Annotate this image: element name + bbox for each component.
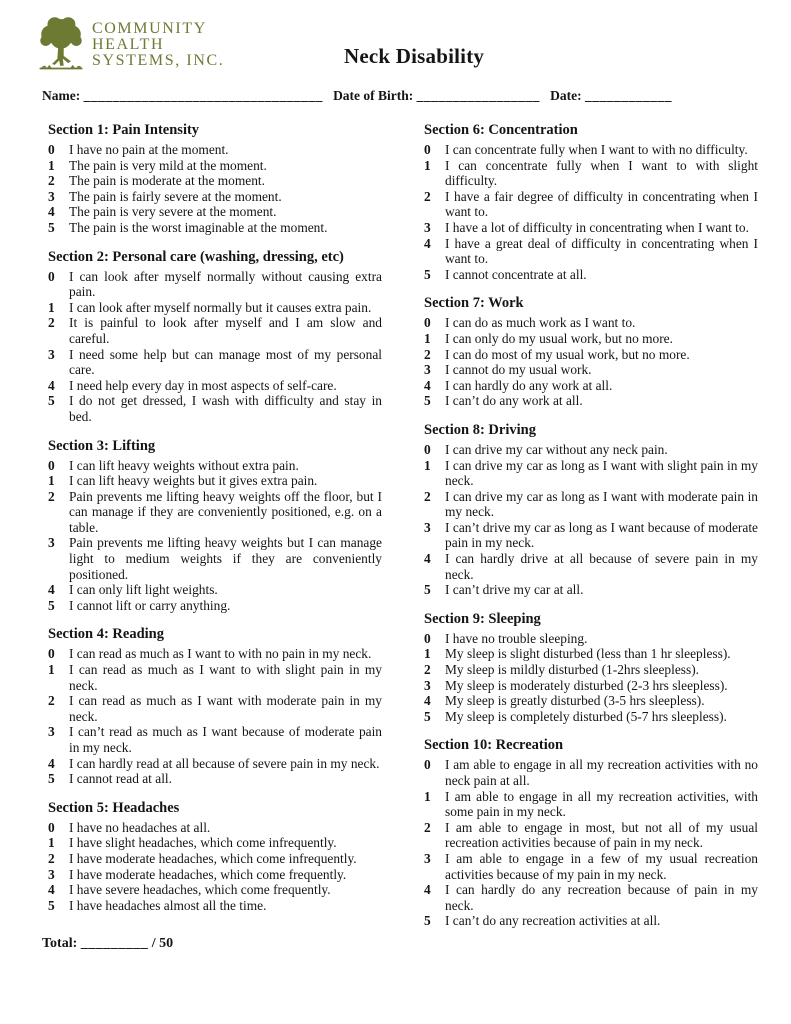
- option-score: 1: [424, 788, 431, 804]
- option-text: I can’t drive my car at all.: [445, 582, 584, 598]
- option-text: I cannot lift or carry anything.: [69, 597, 231, 613]
- option-row: [48, 820, 382, 836]
- option-score: 1: [48, 473, 55, 489]
- option-score: 2: [424, 346, 431, 362]
- option-text: I can hardly do any recreation because of pain in my neck.: [445, 882, 758, 913]
- option-text: I am able to engage in most, but not all of my usual recreation activities because of pain in my neck.: [445, 819, 758, 851]
- option-score: 3: [424, 850, 431, 866]
- form-section: [48, 438, 382, 614]
- option-row: [424, 458, 758, 489]
- option-text: I can only lift light weights.: [69, 582, 218, 598]
- option-row: [48, 473, 382, 489]
- option-row: [48, 724, 382, 755]
- option-text: The pain is the worst imaginable at the moment.: [69, 219, 328, 235]
- option-row: [48, 458, 382, 474]
- option-row: [424, 267, 758, 283]
- total-suffix: / 50: [151, 936, 174, 951]
- option-text: I can do as much work as I want to.: [445, 315, 636, 331]
- option-row: [424, 236, 758, 267]
- section-heading: Section 5: Headaches: [48, 799, 180, 816]
- option-text: I have headaches almost all the time.: [69, 897, 267, 913]
- name-label: Name:: [42, 88, 81, 103]
- option-row: [424, 362, 758, 378]
- option-text: I can hardly read at all because of severe pain in my neck.: [69, 755, 380, 771]
- option-score: 5: [424, 708, 431, 724]
- form-section: [424, 737, 758, 929]
- form-section: [424, 611, 758, 725]
- option-text: My sleep is mildly disturbed (1-2hrs sleepless).: [445, 662, 700, 678]
- option-text: I have a fair degree of difficulty in concentrating when I want to.: [445, 188, 758, 220]
- option-score: 5: [48, 393, 55, 409]
- option-text: My sleep is slight disturbed (less than 1 hr sleepless).: [445, 646, 731, 662]
- option-row: [48, 204, 382, 220]
- option-text: Pain prevents me lifting heavy weights off the floor, but I can manage if they are conveniently positioned, e.g. on a table.: [69, 488, 382, 535]
- option-row: [424, 142, 758, 158]
- form-section: [424, 422, 758, 598]
- option-row: [48, 598, 382, 614]
- option-score: 3: [424, 219, 431, 235]
- dob-blank-line: _________________: [416, 88, 540, 103]
- option-text: It is painful to look after myself and I am slow and careful.: [69, 315, 382, 346]
- option-row: [48, 347, 382, 378]
- option-text: I can drive my car as long as I want with moderate pain in my neck.: [445, 488, 758, 520]
- option-score: 1: [424, 457, 431, 473]
- section-heading: Section 1: Pain Intensity: [48, 122, 200, 138]
- option-score: 3: [48, 724, 55, 740]
- option-text: I can’t drive my car as long as I want because of moderate pain in my neck.: [445, 519, 758, 551]
- form-section: [48, 249, 382, 425]
- option-row: [48, 300, 382, 316]
- option-text: I can drive my car as long as I want with slight pain in my neck.: [445, 457, 758, 489]
- company-name-line2: HEALTH: [92, 36, 165, 53]
- name-field: [42, 88, 323, 104]
- option-row: [424, 393, 758, 409]
- option-score: 3: [424, 677, 431, 693]
- option-score: 5: [424, 582, 431, 598]
- dob-field: [333, 88, 540, 104]
- option-score: 4: [424, 882, 431, 898]
- section-heading: Section 8: Driving: [424, 421, 536, 438]
- option-row: [48, 173, 382, 189]
- date-field: [550, 88, 672, 104]
- option-row: [48, 835, 382, 851]
- option-row: [48, 269, 382, 300]
- option-row: [424, 347, 758, 363]
- form-section: [424, 295, 758, 409]
- option-text: I can’t read as much as I want because of moderate pain in my neck.: [69, 724, 382, 755]
- option-score: 0: [48, 268, 55, 284]
- option-score: 1: [48, 662, 55, 678]
- option-score: 5: [48, 219, 55, 235]
- option-row: [48, 882, 382, 898]
- right-column: [424, 122, 758, 942]
- option-score: 0: [48, 819, 55, 835]
- option-score: 0: [424, 441, 431, 457]
- option-text: Pain prevents me lifting heavy weights but I can manage light to medium weights if they are conveniently positioned.: [69, 535, 382, 582]
- option-score: 4: [424, 377, 431, 393]
- option-text: I can only do my usual work, but no more.: [445, 330, 673, 346]
- date-label: Date:: [550, 88, 582, 103]
- option-row: [48, 535, 382, 582]
- company-name-line1: COMMUNITY: [92, 20, 207, 37]
- option-row: [424, 158, 758, 189]
- option-text: I can’t do any recreation activities at all.: [445, 913, 661, 929]
- option-text: I can look after myself normally but it causes extra pain.: [69, 299, 372, 315]
- option-text: I can drive my car without any neck pain.: [445, 441, 668, 457]
- option-score: 1: [48, 299, 55, 315]
- tree-icon: [34, 13, 88, 79]
- form-section: [48, 626, 382, 786]
- option-row: [424, 709, 758, 725]
- option-text: I can hardly drive at all because of severe pain in my neck.: [445, 551, 758, 582]
- option-score: 3: [48, 188, 55, 204]
- option-row: [48, 851, 382, 867]
- option-text: The pain is moderate at the moment.: [69, 173, 265, 189]
- option-text: I have no headaches at all.: [69, 819, 211, 835]
- option-row: [424, 220, 758, 236]
- option-row: [48, 378, 382, 394]
- name-blank-line: _________________________________: [83, 88, 323, 103]
- option-score: 1: [48, 157, 55, 173]
- option-row: [48, 646, 382, 662]
- section-heading: Section 10: Recreation: [424, 737, 564, 754]
- option-text: I have severe headaches, which come frequently.: [69, 882, 331, 898]
- total-label: Total:: [42, 936, 78, 951]
- option-row: [48, 662, 382, 693]
- option-score: 2: [424, 488, 431, 504]
- option-row: [424, 551, 758, 582]
- option-text: The pain is very mild at the moment.: [69, 157, 267, 173]
- option-row: [48, 756, 382, 772]
- option-score: 2: [424, 188, 431, 204]
- option-row: [48, 771, 382, 787]
- option-text: My sleep is moderately disturbed (2-3 hrs sleepless).: [445, 677, 728, 693]
- option-text: I have moderate headaches, which come infrequently.: [69, 850, 357, 866]
- option-text: I can concentrate fully when I want to with no difficulty.: [445, 142, 748, 157]
- option-row: [424, 820, 758, 851]
- option-row: [424, 331, 758, 347]
- option-text: I have a great deal of difficulty in concentrating when I want to.: [445, 235, 758, 267]
- option-score: 0: [48, 142, 55, 157]
- option-score: 3: [48, 535, 55, 551]
- option-text: I cannot do my usual work.: [445, 362, 592, 378]
- option-row: [424, 189, 758, 220]
- option-text: I have a lot of difficulty in concentrating when I want to.: [445, 219, 749, 235]
- option-score: 4: [48, 582, 55, 598]
- section-heading: Section 2: Personal care (washing, dressing, etc): [48, 248, 344, 265]
- page-title: Neck Disability: [344, 44, 485, 68]
- option-score: 3: [424, 362, 431, 378]
- left-column: [48, 122, 382, 926]
- option-score: 0: [48, 457, 55, 473]
- option-text: I have moderate headaches, which come frequently.: [69, 866, 347, 882]
- section-heading: Section 7: Work: [424, 295, 524, 312]
- option-text: My sleep is completely disturbed (5-7 hrs sleepless).: [445, 708, 727, 724]
- company-name-line3: SYSTEMS, INC.: [92, 52, 225, 69]
- option-row: [48, 582, 382, 598]
- form-section: [48, 122, 382, 236]
- option-row: [48, 142, 382, 158]
- option-score: 5: [48, 897, 55, 913]
- option-text: I cannot concentrate at all.: [445, 266, 587, 282]
- option-row: [48, 489, 382, 536]
- option-score: 4: [48, 204, 55, 220]
- option-row: [424, 662, 758, 678]
- section-heading: Section 4: Reading: [48, 626, 164, 643]
- option-text: I need some help but can manage most of my personal care.: [69, 346, 382, 378]
- option-score: 2: [48, 488, 55, 504]
- option-row: [424, 315, 758, 331]
- option-text: The pain is very severe at the moment.: [69, 204, 277, 220]
- option-score: 4: [424, 693, 431, 709]
- option-text: I do not get dressed, I wash with difficulty and stay in bed.: [69, 393, 382, 424]
- option-score: 4: [48, 755, 55, 771]
- option-row: [48, 693, 382, 724]
- option-row: [424, 378, 758, 394]
- section-heading: Section 3: Lifting: [48, 437, 156, 454]
- patient-info-row: [42, 88, 672, 104]
- option-row: [424, 520, 758, 551]
- option-score: 5: [424, 393, 431, 409]
- option-score: 2: [48, 315, 55, 331]
- total-blank-line: _________: [80, 936, 149, 951]
- option-score: 3: [48, 866, 55, 882]
- option-row: [424, 646, 758, 662]
- option-score: 1: [48, 835, 55, 851]
- total-row: [42, 936, 173, 952]
- option-score: 1: [424, 330, 431, 346]
- option-text: I can do most of my usual work, but no more.: [445, 346, 690, 362]
- option-row: [48, 220, 382, 236]
- option-row: [48, 315, 382, 346]
- option-row: [48, 189, 382, 205]
- option-text: I have no pain at the moment.: [69, 142, 229, 157]
- option-row: [424, 851, 758, 882]
- form-section: [48, 800, 382, 914]
- option-score: 2: [48, 693, 55, 709]
- option-row: [424, 882, 758, 913]
- section-heading: Section 6: Concentration: [424, 122, 578, 138]
- section-heading: Section 9: Sleeping: [424, 610, 541, 627]
- option-score: 0: [424, 142, 431, 157]
- option-row: [424, 582, 758, 598]
- date-blank-line: ____________: [584, 88, 672, 103]
- option-text: The pain is fairly severe at the moment.: [69, 188, 282, 204]
- option-row: [48, 898, 382, 914]
- option-text: I can look after myself normally without causing extra pain.: [69, 268, 382, 300]
- option-text: I need help every day in most aspects of self-care.: [69, 377, 337, 393]
- option-score: 0: [424, 757, 431, 773]
- option-row: [424, 693, 758, 709]
- option-row: [424, 442, 758, 458]
- company-logo: [34, 13, 224, 79]
- option-text: I have slight headaches, which come infrequently.: [69, 835, 337, 851]
- option-text: I can lift heavy weights but it gives extra pain.: [69, 473, 318, 489]
- option-row: [424, 789, 758, 820]
- option-row: [48, 158, 382, 174]
- option-text: I am able to engage in all my recreation activities, with some pain in my neck.: [445, 788, 758, 820]
- option-text: I cannot read at all.: [69, 771, 172, 787]
- option-score: 1: [424, 646, 431, 662]
- option-row: [48, 393, 382, 424]
- option-score: 4: [48, 377, 55, 393]
- option-text: I can lift heavy weights without extra pain.: [69, 457, 299, 473]
- option-text: My sleep is greatly disturbed (3-5 hrs sleepless).: [445, 693, 705, 709]
- option-row: [424, 913, 758, 929]
- option-score: 5: [424, 913, 431, 929]
- company-name: [92, 13, 224, 69]
- option-text: I can read as much as I want to with slight pain in my neck.: [69, 662, 382, 693]
- option-text: I can read as much as I want to with no pain in my neck.: [69, 646, 372, 662]
- option-text: I can hardly do any work at all.: [445, 377, 613, 393]
- option-text: I have no trouble sleeping.: [445, 630, 588, 646]
- option-score: 2: [424, 662, 431, 678]
- option-score: 1: [424, 157, 431, 173]
- option-text: I can’t do any work at all.: [445, 393, 583, 409]
- option-text: I can read as much as I want with moderate pain in my neck.: [69, 693, 382, 724]
- option-score: 2: [48, 850, 55, 866]
- option-score: 2: [48, 173, 55, 189]
- option-score: 3: [48, 346, 55, 362]
- option-text: I am able to engage in all my recreation activities with no neck pain at all.: [445, 757, 758, 788]
- option-row: [48, 867, 382, 883]
- option-score: 0: [424, 630, 431, 646]
- form-section: [424, 122, 758, 282]
- option-score: 4: [48, 882, 55, 898]
- dob-label: Date of Birth:: [333, 88, 414, 103]
- option-score: 2: [424, 819, 431, 835]
- option-score: 4: [424, 551, 431, 567]
- option-score: 0: [424, 315, 431, 331]
- option-score: 0: [48, 646, 55, 662]
- option-score: 5: [48, 771, 55, 787]
- option-text: I am able to engage in a few of my usual recreation activities because of my pain in my neck.: [445, 850, 758, 882]
- option-row: [424, 678, 758, 694]
- option-text: I can concentrate fully when I want to with slight difficulty.: [445, 157, 758, 189]
- option-row: [424, 489, 758, 520]
- option-row: [424, 631, 758, 647]
- option-score: 5: [48, 597, 55, 613]
- option-score: 4: [424, 235, 431, 251]
- option-score: 3: [424, 519, 431, 535]
- option-row: [424, 757, 758, 788]
- option-score: 5: [424, 266, 431, 282]
